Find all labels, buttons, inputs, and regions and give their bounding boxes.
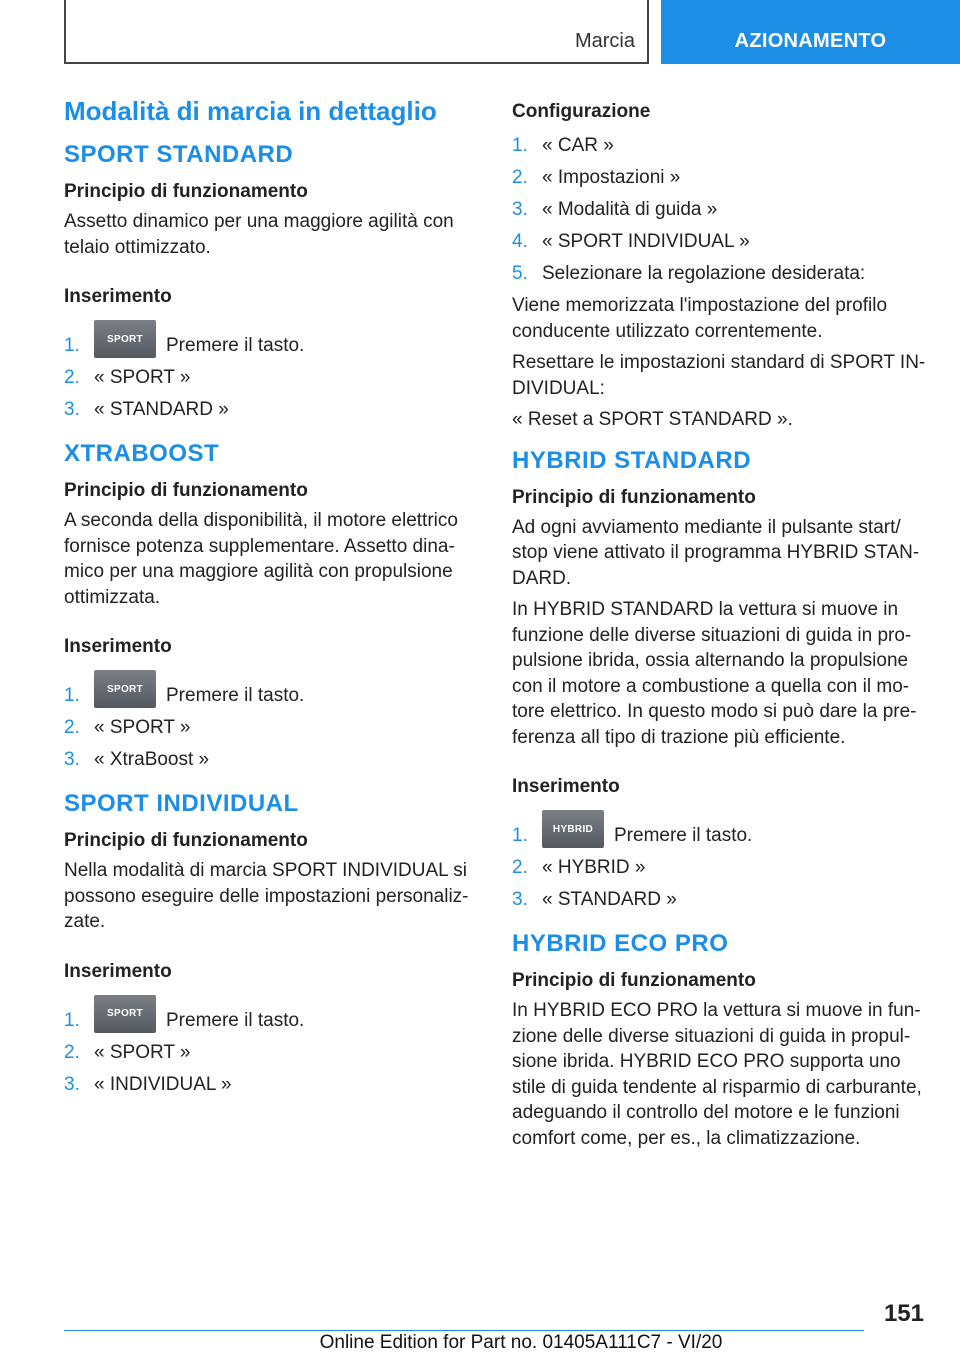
list-item xyxy=(64,670,474,708)
steps-list xyxy=(512,810,930,912)
step-text: « CAR » xyxy=(542,135,614,156)
sport-button-icon: SPORT xyxy=(94,320,156,358)
step-number: 2. xyxy=(512,857,528,878)
step-number: 3. xyxy=(64,399,80,420)
paragraph: Resettare le impostazioni standard di SPORT IN-DIVIDUAL: xyxy=(512,352,926,399)
step-number: 2. xyxy=(64,1041,80,1063)
page-title: Modalità di marcia in dettaglio xyxy=(64,96,437,126)
step-text: « STANDARD » xyxy=(94,399,229,420)
step-number: 1. xyxy=(64,335,80,356)
list-item xyxy=(64,320,474,358)
subheading: Inserimento xyxy=(64,286,172,307)
list-item xyxy=(64,995,474,1033)
step-text: Premere il tasto. xyxy=(166,1009,305,1031)
list-item xyxy=(512,229,930,254)
header-chapter-label: AZIONAMENTO xyxy=(734,30,887,52)
section-heading-sport-standard: SPORT STANDARD xyxy=(64,141,294,168)
step-number: 1. xyxy=(512,135,528,156)
list-item xyxy=(512,855,930,880)
subheading: Principio di funzionamento xyxy=(64,830,308,851)
right-column xyxy=(512,101,930,1157)
paragraph: « Reset a SPORT STANDARD ». xyxy=(512,409,793,430)
list-item xyxy=(64,365,474,390)
header-section-title: Marcia xyxy=(574,30,635,52)
section-heading-xtraboost: XTRABOOST xyxy=(64,440,220,467)
step-number: 3. xyxy=(512,889,528,910)
step-text: « SPORT » xyxy=(94,1041,191,1063)
paragraph: In HYBRID STANDARD la vettura si muove in funzione delle diverse situazioni di guida in pro-pulsione ibrida, ossia alternando la propulsione con il motore a combustione a quella con il mo-tore elettrico. In questo modo si può dare la pre-ferenza all tipo di trazione più efficiente. xyxy=(512,599,917,748)
list-item xyxy=(512,165,930,190)
subheading: Principio di funzionamento xyxy=(512,486,756,508)
step-number: 1. xyxy=(512,825,528,846)
paragraph: In HYBRID ECO PRO la vettura si muove in fun-zione delle diverse situazioni di guida in propul-sione ibrida. HYBRID ECO PRO supporta uno stile di guida tendente al risparmio di carburante, adeguando il controllo del motore e le funzioni comfort come, per es., la climatizzazione. xyxy=(512,1000,922,1149)
step-text: « INDIVIDUAL » xyxy=(94,1073,232,1095)
list-item xyxy=(512,887,930,912)
paragraph: A seconda della disponibilità, il motore elettrico fornisce potenza supplementare. Assetto dina-mico per una maggiore agilità con propulsione ottimizzata. xyxy=(64,510,458,608)
list-item xyxy=(512,810,930,848)
step-number: 1. xyxy=(64,685,80,706)
steps-list xyxy=(512,133,930,286)
list-item xyxy=(64,1072,474,1097)
steps-list xyxy=(64,995,474,1097)
subheading: Principio di funzionamento xyxy=(512,970,756,991)
subheading: Principio di funzionamento xyxy=(64,480,308,501)
footer-edition: Online Edition for Part no. 01405A111C7 - VI/20 xyxy=(319,1332,723,1353)
step-text: Premere il tasto. xyxy=(166,685,305,706)
sport-button-icon: SPORT xyxy=(94,995,156,1033)
footer-divider xyxy=(64,1330,864,1331)
section-heading-hybrid-eco-pro: HYBRID ECO PRO xyxy=(512,930,729,957)
step-number: 1. xyxy=(64,1009,80,1031)
step-number: 2. xyxy=(512,167,528,188)
step-text: « SPORT » xyxy=(94,717,191,738)
page-number: 151 xyxy=(883,1300,924,1327)
list-item xyxy=(512,261,930,286)
paragraph: Viene memorizzata l'impostazione del profilo conducente utilizzato correntemente. xyxy=(512,295,888,342)
step-text: « SPORT INDIVIDUAL » xyxy=(542,231,750,252)
steps-list xyxy=(64,320,474,422)
subheading: Principio di funzionamento xyxy=(64,181,308,202)
subheading: Inserimento xyxy=(64,636,172,657)
paragraph: Nella modalità di marcia SPORT INDIVIDUAL si possono eseguire delle impostazioni personaliz-zate. xyxy=(64,860,469,932)
subheading-configuration: Configurazione xyxy=(512,101,651,122)
step-text: Selezionare la regolazione desiderata: xyxy=(542,263,866,284)
hybrid-button-icon: HYBRID xyxy=(542,810,604,848)
header-section-box xyxy=(64,0,649,64)
steps-list xyxy=(64,670,474,772)
header-chapter-tab[interactable] xyxy=(661,0,960,64)
step-text: « STANDARD » xyxy=(542,889,677,910)
sport-button-icon: SPORT xyxy=(94,670,156,708)
step-text: Premere il tasto. xyxy=(614,825,753,846)
step-number: 3. xyxy=(512,199,528,220)
step-number: 2. xyxy=(64,717,80,738)
subheading: Inserimento xyxy=(512,776,620,797)
step-text: « Impostazioni » xyxy=(542,167,681,188)
section-heading-hybrid-standard: HYBRID STANDARD xyxy=(512,446,752,474)
step-text: « HYBRID » xyxy=(542,857,646,878)
step-number: 3. xyxy=(64,749,80,770)
step-text: « Modalità di guida » xyxy=(542,199,718,220)
step-number: 4. xyxy=(512,231,528,252)
step-number: 5. xyxy=(512,263,528,284)
list-item xyxy=(64,715,474,740)
list-item xyxy=(64,1040,474,1065)
step-text: « XtraBoost » xyxy=(94,749,210,770)
step-number: 2. xyxy=(64,367,80,388)
step-text: Premere il tasto. xyxy=(166,335,305,356)
paragraph: Ad ogni avviamento mediante il pulsante start/ stop viene attivato il programma HYBRID STAN-DARD. xyxy=(512,516,920,589)
list-item xyxy=(64,747,474,772)
left-column xyxy=(64,96,474,1115)
list-item xyxy=(512,133,930,158)
section-heading-sport-individual: SPORT INDIVIDUAL xyxy=(64,790,299,817)
step-number: 3. xyxy=(64,1073,80,1095)
list-item xyxy=(512,197,930,222)
subheading: Inserimento xyxy=(64,960,172,982)
paragraph: Assetto dinamico per una maggiore agilità con telaio ottimizzato. xyxy=(64,211,454,258)
step-text: « SPORT » xyxy=(94,367,191,388)
list-item xyxy=(64,397,474,422)
